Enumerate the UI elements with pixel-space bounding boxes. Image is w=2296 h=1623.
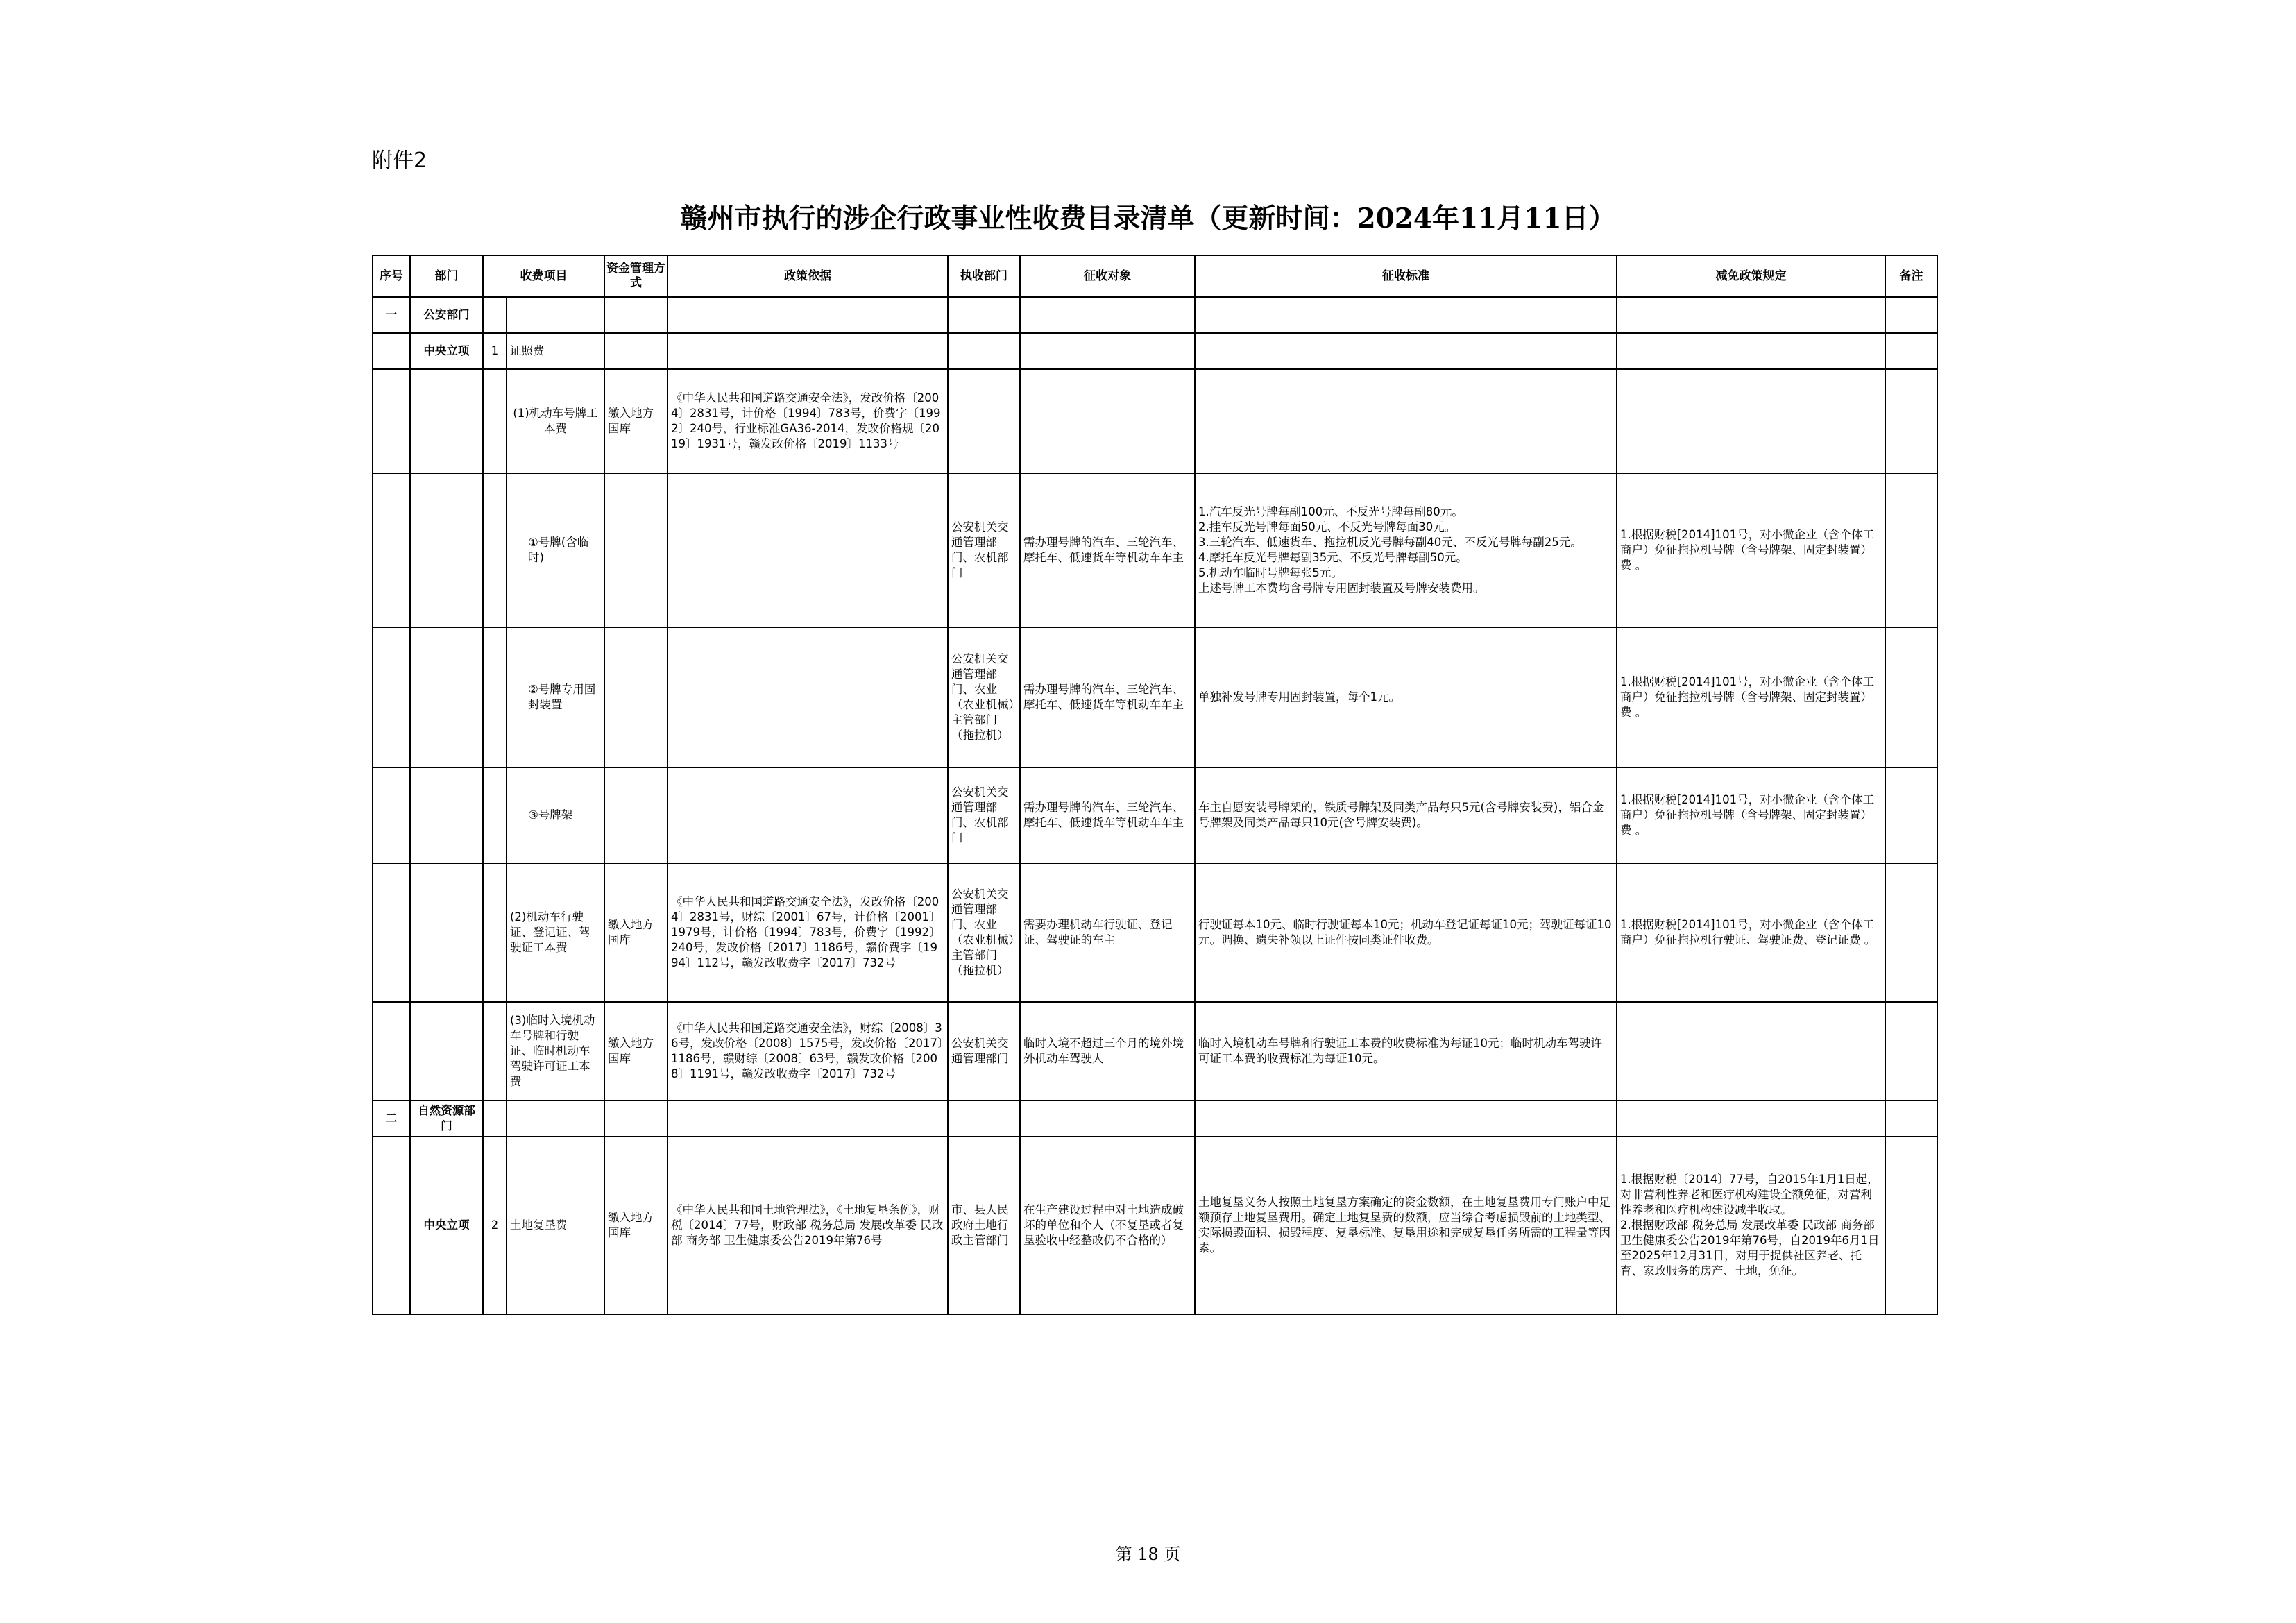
- header-note: 备注: [1885, 255, 1937, 297]
- collecting-agency: 公安机关交通管理部门: [948, 1002, 1020, 1101]
- item-name: 证照费: [507, 333, 604, 369]
- attachment-label: 附件2: [372, 148, 427, 173]
- header-agency: 执收部门: [948, 255, 1020, 297]
- item-number: 1: [483, 333, 507, 369]
- item-name: (1)机动车号牌工本费: [507, 369, 604, 473]
- section-seq: 一: [373, 297, 410, 333]
- header-target: 征收对象: [1020, 255, 1195, 297]
- collection-target: 需办理号牌的汽车、三轮汽车、摩托车、低速货车等机动车车主: [1020, 767, 1195, 863]
- table-row: [373, 369, 1937, 473]
- section-dept: 自然资源部门: [410, 1101, 483, 1137]
- collection-target: 临时入境不超过三个月的境外境外机动车驾驶人: [1020, 1002, 1195, 1101]
- subsection-dept: 中央立项: [410, 1137, 483, 1314]
- collecting-agency: 公安机关交通管理部门、农机部门: [948, 473, 1020, 627]
- policy-basis: 《中华人民共和国道路交通安全法》，发改价格〔2004〕2831号，财综〔2001〕67号，计价格〔2001〕1979号，计价格〔1994〕783号，价费字〔1992〕240号，发改价格〔2017〕1186号，赣价费字〔1994〕112号，赣发改收费字〔2017〕732号: [667, 863, 948, 1002]
- standard-line: 3.三轮汽车、低速货车、拖拉机反光号牌每副40元、不反光号牌每副25元。: [1198, 536, 1582, 549]
- policy-basis: 《中华人民共和国道路交通安全法》，发改价格〔2004〕2831号，计价格〔1994〕783号，价费字〔1992〕240号，行业标准GA36-2014，发改价格规〔2019〕1931号，赣发改价格〔2019〕1133号: [667, 369, 948, 473]
- header-fund: 资金管理方式: [604, 255, 667, 297]
- collection-standard: 单独补发号牌专用固封装置，每个1元。: [1195, 627, 1617, 767]
- exemption-policy: 1.根据财税[2014]101号，对小微企业（含个体工商户）免征拖拉机号牌（含号牌架、固定封装置）费 。: [1617, 627, 1885, 767]
- collecting-agency: 公安机关交通管理部门、农机部门: [948, 767, 1020, 863]
- table-row: [373, 1002, 1937, 1101]
- standard-line: 1.汽车反光号牌每副100元、不反光号牌每副80元。: [1198, 505, 1463, 518]
- table-row: [373, 1137, 1937, 1314]
- page-number: 第 18 页: [1115, 1545, 1181, 1564]
- item-name: 土地复垦费: [507, 1137, 604, 1314]
- standard-line: 2.挂车反光号牌每面50元、不反光号牌每面30元。: [1198, 520, 1456, 534]
- collection-target: 需办理号牌的汽车、三轮汽车、摩托车、低速货车等机动车车主: [1020, 627, 1195, 767]
- fund-method: 缴入地方国库: [604, 369, 667, 473]
- item-name: ③号牌架: [507, 767, 604, 863]
- section-seq: 二: [373, 1101, 410, 1137]
- collection-standard: 临时入境机动车号牌和行驶证工本费的收费标准为每证10元；临时机动车驾驶许可证工本费的收费标准为每证10元。: [1195, 1002, 1617, 1101]
- standard-line: 上述号牌工本费均含号牌专用固封装置及号牌安装费用。: [1198, 581, 1485, 595]
- table-header-row: [373, 255, 1937, 297]
- header-exempt: 减免政策规定: [1617, 255, 1885, 297]
- item-name: ②号牌专用固封装置: [507, 627, 604, 767]
- exemption-policy: [1617, 1137, 1885, 1314]
- fee-catalog-table: [372, 255, 1938, 1315]
- fund-method: 缴入地方国库: [604, 1137, 667, 1314]
- fund-method: 缴入地方国库: [604, 863, 667, 1002]
- section-row-natural-resources: [373, 1101, 1937, 1137]
- subsection-row-central: [373, 333, 1937, 369]
- section-dept: 公安部门: [410, 297, 483, 333]
- exempt-line: 1.根据财税〔2014〕77号，自2015年1月1日起，对非营利性养老和医疗机构建设全额免征，对营利性养老和医疗机构建设减半收取。: [1620, 1173, 1879, 1216]
- table-row: [373, 863, 1937, 1002]
- collection-target: 在生产建设过程中对土地造成破坏的单位和个人（不复垦或者复垦验收中经整改仍不合格的）: [1020, 1137, 1195, 1314]
- fund-method: 缴入地方国库: [604, 1002, 667, 1101]
- policy-basis: 《中华人民共和国土地管理法》，《土地复垦条例》，财税〔2014〕77号，财政部 税务总局 发展改革委 民政部 商务部 卫生健康委公告2019年第76号: [667, 1137, 948, 1314]
- collecting-agency: 公安机关交通管理部门、农业（农业机械）主管部门（拖拉机）: [948, 627, 1020, 767]
- collection-target: 需办理号牌的汽车、三轮汽车、摩托车、低速货车等机动车车主: [1020, 473, 1195, 627]
- exemption-policy: 1.根据财税[2014]101号，对小微企业（含个体工商户）免征拖拉机行驶证、驾驶证费、登记证费 。: [1617, 863, 1885, 1002]
- header-item: 收费项目: [483, 255, 604, 297]
- header-seq: 序号: [373, 255, 410, 297]
- exempt-line: 2.根据财政部 税务总局 发展改革委 民政部 商务部 卫生健康委公告2019年第76号，自2019年6月1日至2025年12月31日，对用于提供社区养老、托育、家政服务的房产、土地，免征。: [1620, 1218, 1880, 1277]
- item-name: (2)机动车行驶证、登记证、驾驶证工本费: [507, 863, 604, 1002]
- collection-target: 需要办理机动车行驶证、登记证、驾驶证的车主: [1020, 863, 1195, 1002]
- standard-line: 4.摩托车反光号牌每副35元、不反光号牌每副50元。: [1198, 551, 1468, 564]
- table-row: [373, 767, 1937, 863]
- item-number: 2: [483, 1137, 507, 1314]
- standard-line: 5.机动车临时号牌每张5元。: [1198, 566, 1343, 579]
- collection-standard: 车主自愿安装号牌架的，铁质号牌架及同类产品每只5元(含号牌安装费)，铝合金号牌架及同类产品每只10元(含号牌安装费)。: [1195, 767, 1617, 863]
- collecting-agency: 市、县人民政府土地行政主管部门: [948, 1137, 1020, 1314]
- collection-standard: [1195, 473, 1617, 627]
- section-row-police: [373, 297, 1937, 333]
- collection-standard: 行驶证每本10元、临时行驶证每本10元；机动车登记证每证10元；驾驶证每证10元。调换、遗失补领以上证件按同类证件收费。: [1195, 863, 1617, 1002]
- table-row: [373, 473, 1937, 627]
- subsection-dept: 中央立项: [410, 333, 483, 369]
- header-policy: 政策依据: [667, 255, 948, 297]
- policy-basis: 《中华人民共和国道路交通安全法》，财综〔2008〕36号，发改价格〔2008〕1575号，发改价格〔2017〕1186号，赣财综〔2008〕63号，赣发改价格〔2008〕1191号，赣发改收费字〔2017〕732号: [667, 1002, 948, 1101]
- table-row: [373, 627, 1937, 767]
- header-standard: 征收标准: [1195, 255, 1617, 297]
- page-title: 赣州市执行的涉企行政事业性收费目录清单（更新时间：2024年11月11日）: [680, 203, 1616, 235]
- exemption-policy: 1.根据财税[2014]101号，对小微企业（含个体工商户）免征拖拉机号牌（含号牌架、固定封装置）费 。: [1617, 473, 1885, 627]
- item-name: (3)临时入境机动车号牌和行驶证、临时机动车驾驶许可证工本费: [507, 1002, 604, 1101]
- exemption-policy: 1.根据财税[2014]101号，对小微企业（含个体工商户）免征拖拉机号牌（含号牌架、固定封装置）费 。: [1617, 767, 1885, 863]
- header-dept: 部门: [410, 255, 483, 297]
- collecting-agency: 公安机关交通管理部门、农业（农业机械）主管部门（拖拉机）: [948, 863, 1020, 1002]
- collection-standard: 土地复垦义务人按照土地复垦方案确定的资金数额，在土地复垦费用专门账户中足额预存土地复垦费用。确定土地复垦费的数额，应当综合考虑损毁前的土地类型、实际损毁面积、损毁程度、复垦标准、复垦用途和完成复垦任务所需的工程量等因素。: [1195, 1137, 1617, 1314]
- item-name: ①号牌(含临时): [507, 473, 604, 627]
